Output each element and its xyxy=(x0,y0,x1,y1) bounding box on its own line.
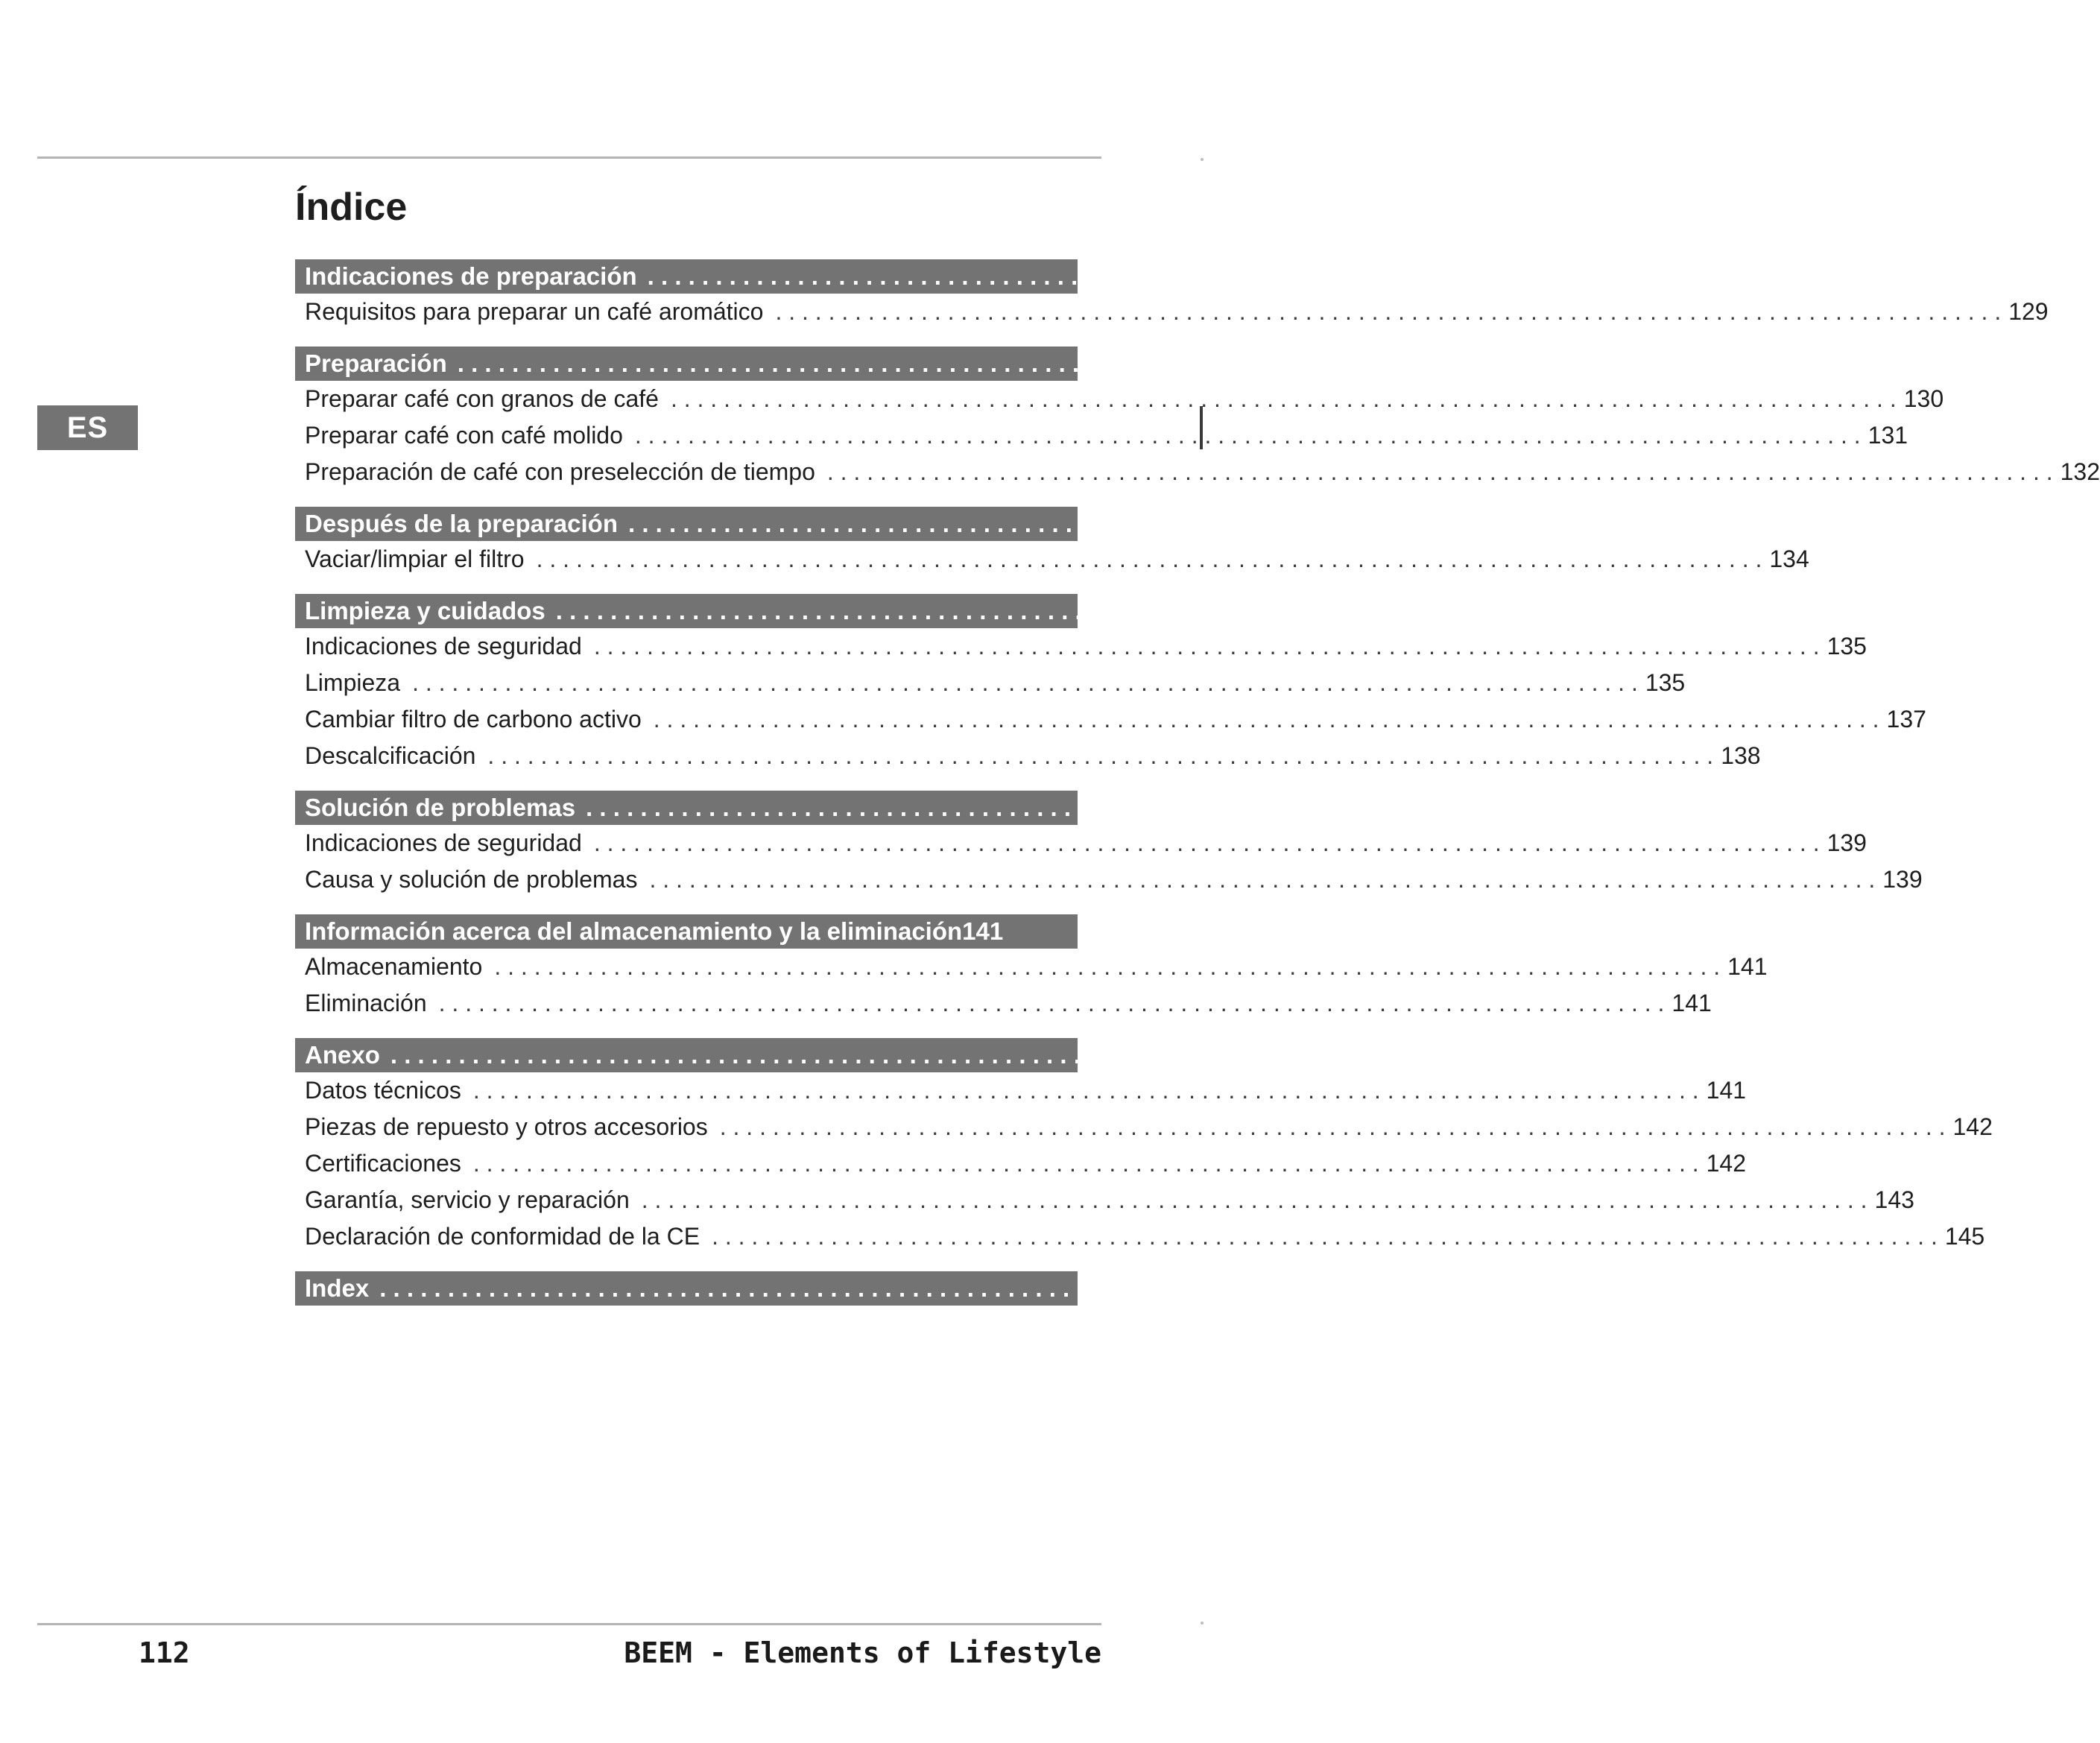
toc-entry-page: 131 xyxy=(1867,422,1908,449)
toc-section-title: Información acerca del almacenamiento y la eliminación xyxy=(305,917,963,945)
dot-leader xyxy=(537,545,1762,573)
toc-section-page: 141 xyxy=(1633,1041,1674,1069)
toc-entry-label: Almacenamiento xyxy=(305,953,483,980)
dot-leader xyxy=(827,458,2053,486)
footer-brand: BEEM - Elements of Lifestyle xyxy=(624,1636,1101,1669)
toc-entry[interactable] xyxy=(295,1109,1993,1145)
toc-entry-page: 143 xyxy=(1874,1186,1914,1213)
toc-entry-label: Datos técnicos xyxy=(305,1077,461,1104)
dot-leader xyxy=(648,262,1885,291)
toc-entry[interactable] xyxy=(295,825,1867,861)
margin-dot xyxy=(1201,1622,1204,1625)
dot-leader xyxy=(635,422,1861,449)
toc-entry-label: Indicaciones de seguridad xyxy=(305,633,582,659)
dot-leader xyxy=(594,829,1820,857)
toc-entry[interactable] xyxy=(295,454,2100,490)
toc-section-title: Indicaciones de preparación xyxy=(305,262,637,290)
dot-leader xyxy=(412,669,1638,697)
toc-entry-page: 139 xyxy=(1827,829,1867,856)
toc-entry-page: 139 xyxy=(1882,866,1923,893)
toc-section-heading[interactable] xyxy=(295,594,1840,628)
toc-section-heading[interactable] xyxy=(295,914,1078,949)
toc-section-page: 135 xyxy=(1798,597,1840,624)
toc-entry-page: 141 xyxy=(1727,953,1768,980)
toc-entry-page: 137 xyxy=(1886,706,1926,733)
dot-leader xyxy=(720,1113,1946,1141)
bottom-rule xyxy=(37,1623,1101,1625)
toc-entry-page: 134 xyxy=(1769,545,1809,572)
footer-page-number: 112 xyxy=(139,1636,190,1669)
toc-entry[interactable] xyxy=(295,861,1923,898)
toc-entry-page: 138 xyxy=(1721,742,1761,769)
toc-section-heading[interactable] xyxy=(295,507,1912,541)
dot-leader xyxy=(458,349,1695,378)
toc-entry-page: 141 xyxy=(1706,1077,1747,1104)
toc-section-page: 130 xyxy=(1700,349,1742,377)
toc-entry[interactable] xyxy=(295,1182,1914,1218)
dot-leader xyxy=(487,742,1713,770)
dot-leader xyxy=(712,1223,1938,1250)
toc-entry-label: Declaración de conformidad de la CE xyxy=(305,1223,700,1250)
toc-section-heading[interactable] xyxy=(295,1038,1674,1072)
toc-entry[interactable] xyxy=(295,985,1712,1022)
toc-entry[interactable] xyxy=(295,701,1926,738)
toc-section-title: Limpieza y cuidados xyxy=(305,597,545,624)
toc-entry-page: 135 xyxy=(1645,669,1686,696)
dot-leader xyxy=(642,1186,1867,1214)
toc-section-heading[interactable] xyxy=(295,347,1742,381)
toc-section-heading[interactable] xyxy=(295,259,1932,294)
toc-section-page: 129 xyxy=(1890,262,1932,290)
toc-entry-label: Preparación de café con preselección de tiempo xyxy=(305,458,815,485)
toc-entry[interactable] xyxy=(295,1072,1747,1109)
toc-entry[interactable] xyxy=(295,665,1686,701)
dot-leader xyxy=(379,1274,1616,1303)
toc-entry[interactable] xyxy=(295,738,1761,774)
table-of-contents xyxy=(295,259,2100,1306)
toc-entry-page: 145 xyxy=(1944,1223,1985,1250)
toc-section-heading[interactable] xyxy=(295,1271,1663,1306)
dot-leader xyxy=(473,1150,1699,1177)
toc-entry[interactable] xyxy=(295,417,1908,454)
toc-section-page: 141 xyxy=(962,917,1004,945)
margin-dot xyxy=(1201,158,1204,161)
toc-section-page: 134 xyxy=(1870,510,1912,537)
toc-section-title: Index xyxy=(305,1274,370,1302)
toc-entry-page: 142 xyxy=(1706,1150,1747,1177)
toc-entry-page: 129 xyxy=(2008,298,2049,325)
toc-entry-page: 135 xyxy=(1827,633,1867,659)
dot-leader xyxy=(494,953,1720,981)
toc-entry-label: Certificaciones xyxy=(305,1150,461,1177)
page-title: Índice xyxy=(295,186,408,229)
toc-entry[interactable] xyxy=(295,294,2049,330)
toc-entry-label: Piezas de repuesto y otros accesorios xyxy=(305,1113,708,1140)
dot-leader xyxy=(628,510,1865,538)
dot-leader xyxy=(556,597,1793,625)
toc-section-heading[interactable] xyxy=(295,791,1870,825)
toc-entry-page: 132 xyxy=(2060,458,2100,485)
toc-section-page: 146 xyxy=(1622,1274,1663,1302)
toc-entry-label: Descalcificación xyxy=(305,742,476,769)
top-rule xyxy=(37,156,1101,159)
toc-entry-label: Indicaciones de seguridad xyxy=(305,829,582,856)
toc-entry-page: 142 xyxy=(1952,1113,1993,1140)
language-tab: ES xyxy=(37,405,138,450)
toc-entry[interactable] xyxy=(295,628,1867,665)
toc-entry-label: Cambiar filtro de carbono activo xyxy=(305,706,642,733)
toc-entry[interactable] xyxy=(295,1145,1747,1182)
dot-leader xyxy=(649,866,1875,893)
toc-section-title: Anexo xyxy=(305,1041,380,1069)
toc-section-title: Solución de problemas xyxy=(305,794,576,821)
toc-entry-label: Garantía, servicio y reparación xyxy=(305,1186,630,1213)
dot-leader xyxy=(594,633,1820,660)
toc-entry-label: Eliminación xyxy=(305,990,427,1016)
dot-leader xyxy=(775,298,2001,326)
dot-leader xyxy=(473,1077,1699,1104)
toc-entry-label: Requisitos para preparar un café aromático xyxy=(305,298,764,325)
dot-leader xyxy=(671,385,1897,413)
toc-entry[interactable] xyxy=(295,949,1768,985)
toc-entry-label: Vaciar/limpiar el filtro xyxy=(305,545,525,572)
dot-leader xyxy=(439,990,1665,1017)
toc-entry[interactable] xyxy=(295,541,1809,578)
toc-section-title: Preparación xyxy=(305,349,447,377)
toc-entry-label: Limpieza xyxy=(305,669,401,696)
dot-leader xyxy=(654,706,1879,733)
toc-entry-label: Preparar café con granos de café xyxy=(305,385,659,412)
toc-entry-label: Causa y solución de problemas xyxy=(305,866,638,893)
toc-entry-page: 141 xyxy=(1672,990,1712,1016)
dot-leader xyxy=(586,794,1823,822)
toc-entry[interactable] xyxy=(295,381,1944,417)
toc-entry-page: 130 xyxy=(1903,385,1944,412)
toc-section-page: 139 xyxy=(1828,794,1870,821)
toc-entry-label: Preparar café con café molido xyxy=(305,422,623,449)
dot-leader xyxy=(390,1041,1628,1069)
toc-section-title: Después de la preparación xyxy=(305,510,618,537)
toc-entry[interactable] xyxy=(295,1218,1985,1255)
